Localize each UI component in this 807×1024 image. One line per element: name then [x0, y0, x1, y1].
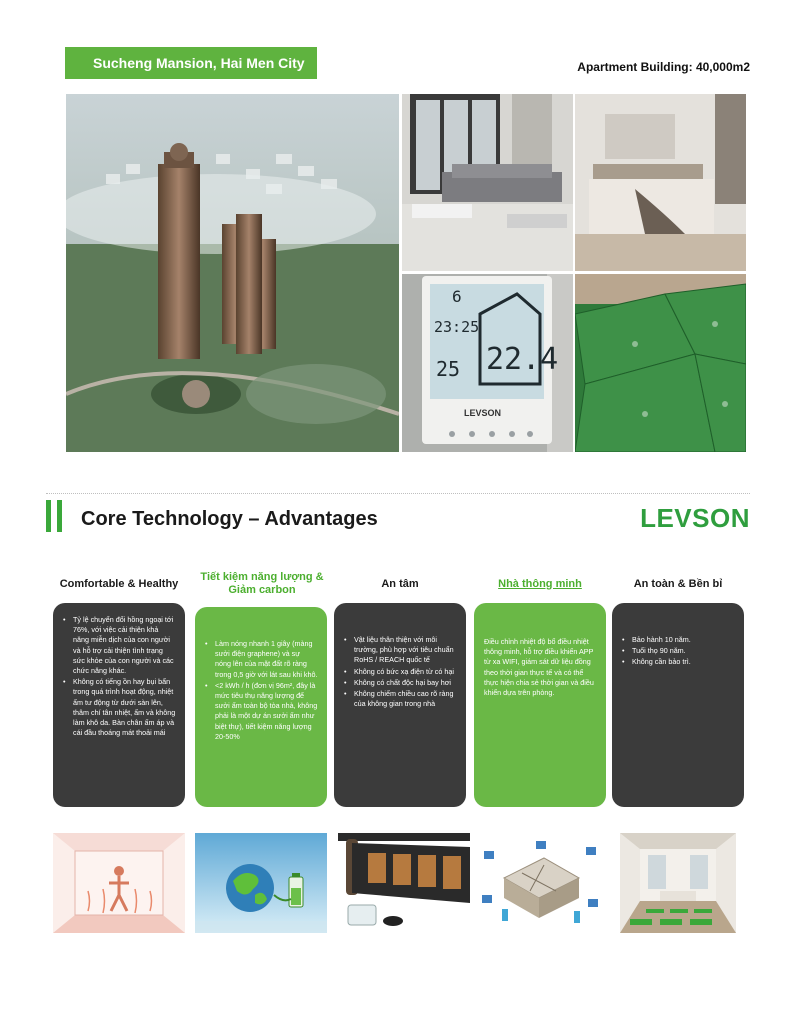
column-heading-smart-home: Nhà thông minh	[498, 577, 582, 590]
column-heading-comfort: Comfortable & Healthy	[59, 577, 179, 590]
column-heading-energy: Tiết kiệm năng lượng & Giảm carbon	[200, 571, 324, 596]
brand-logo: LEVSON	[640, 503, 750, 533]
list-item: • Không cần bảo trì.	[622, 657, 735, 667]
thermostat-brand: LEVSON	[464, 408, 502, 418]
thermostat-set-temp: 25	[436, 357, 461, 381]
list-item: • Làm nóng nhanh 1 giây (màng sưởi điện graphene) và sự nóng lên của mặt đất rõ ràng trong 0,5 giờ với lát sau khi khô.	[205, 639, 318, 680]
card-energy	[195, 607, 327, 807]
list-item: • Không có tiếng ồn hay bụi bẩn trong quá trình hoạt động, nhiệt ấm tư động từ dưới sàn lên, thâm chí tân nhiệt, ấm và không làm khô da. Bàn chân ấm áp và cái đầu thoáng mát thoải mái	[63, 677, 176, 738]
list-item: • <2 kWh / h (đơn vị 96m², đây là mức tiêu thụ năng lượng để sưởi ấm toàn bộ tòa nhà, không phải là một dự án sưởi ấm như biệt thự), tiết kiệm năng lượng 20-50%	[205, 681, 318, 742]
heating-film-roll-illustration	[338, 833, 470, 933]
thermostat-room-temp: 22.4	[486, 342, 559, 377]
list-item: • Tuổi thọ 90 năm.	[622, 646, 735, 656]
section-title: Core Technology – Advantages	[81, 508, 378, 530]
section-bars-icon	[46, 500, 68, 532]
project-title: Sucheng Mansion, Hai Men City	[93, 55, 305, 71]
heating-film-floor-photo	[575, 274, 746, 452]
list-item: • Không có bức xạ điện từ có hại	[344, 667, 457, 677]
thermostat-photo	[402, 274, 573, 452]
building-info: Apartment Building: 40,000m2	[577, 60, 750, 74]
list-item: • Bảo hành 10 năm.	[622, 635, 735, 645]
column-heading-peace-of-mind: An tâm	[381, 577, 419, 590]
thermostat-time: 23:25	[434, 318, 480, 336]
card-comfort	[53, 603, 185, 807]
project-title-banner	[65, 47, 317, 79]
section-divider	[46, 493, 750, 494]
list-item: • Tỷ lệ chuyển đổi hồng ngoại tới 76%, với việc cải thiện khả năng miễn dịch của con người và hỗ trợ cải thiện tình trạng sức khỏe của con người và các chức năng khác.	[63, 615, 176, 676]
card-paragraph: Điều chỉnh nhiệt độ bổ điều nhiệt thông minh, hỗ trợ điều khiển APP từ xa WIFI, giám sát dữ liệu đồng theo thời gian thực tế và có thể thực hiện chia sẻ thời gian và điều khiển dựa trên phòng.	[484, 637, 594, 698]
aerial-rendering-photo	[66, 94, 399, 452]
card-safety	[612, 603, 744, 807]
list-item: • Vật liệu thân thiện với môi trường, phù hợp với tiêu chuẩn RoHS / REACH quốc tế	[344, 635, 457, 666]
list-item: • Không có chất độc hại bay hơi	[344, 678, 457, 688]
comfort-room-illustration	[53, 833, 185, 933]
card-smart-home	[474, 603, 606, 807]
living-room-photo	[402, 94, 573, 271]
bedroom-photo	[575, 94, 746, 271]
heated-room-interior-illustration	[620, 833, 736, 933]
card-peace-of-mind	[334, 603, 466, 807]
column-heading-safety: An toàn & Bền bỉ	[633, 577, 723, 590]
list-item: • Không chiếm chiều cao rõ ràng của không gian trong nhà	[344, 689, 457, 709]
green-earth-battery-illustration	[195, 833, 327, 933]
thermostat-small-digit: 6	[452, 287, 462, 306]
smart-home-layout-illustration	[474, 833, 606, 933]
